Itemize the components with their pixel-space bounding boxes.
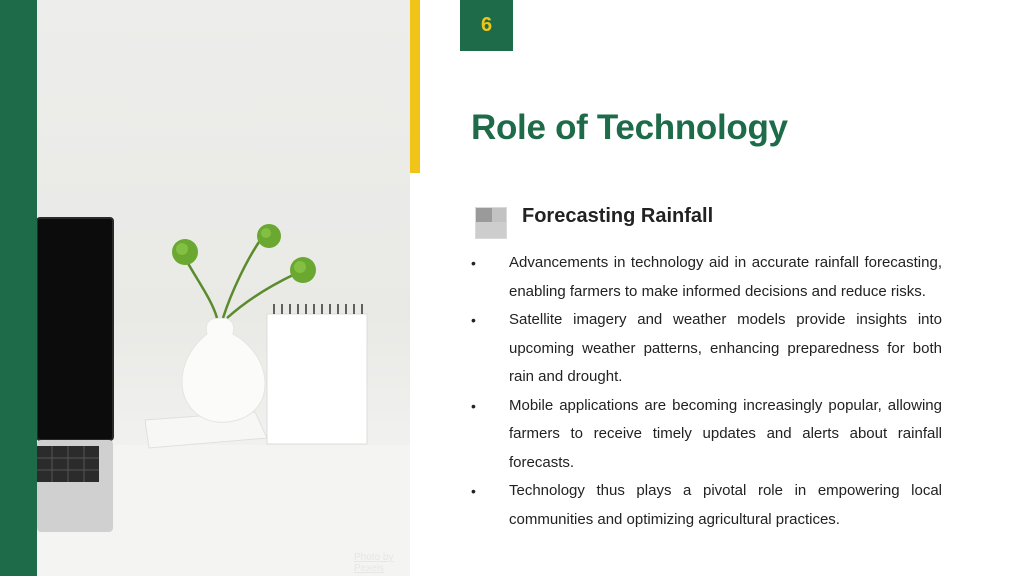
- bullet-text: Satellite imagery and weather models provide insights into upcoming weather patterns, enhancing preparedness for both rain and drought.: [509, 311, 942, 385]
- photo-credit-link[interactable]: Photo by Pexels: [354, 552, 394, 574]
- desk-photo: [37, 0, 410, 576]
- yellow-accent-bar: [410, 0, 420, 173]
- bullet-item: [471, 392, 942, 478]
- image-thumbnail-icon: [475, 207, 507, 239]
- bullet-text: Advancements in technology aid in accurate rainfall forecasting, enabling farmers to make informed decisions and reduce risks.: [509, 254, 942, 300]
- bullet-marker: •: [471, 483, 476, 499]
- bullet-item: [471, 477, 942, 534]
- section-heading: Forecasting Rainfall: [522, 205, 714, 227]
- desk-photo-illustration: [37, 0, 410, 576]
- bullet-marker: •: [471, 312, 476, 328]
- slide-number-badge: [460, 0, 513, 51]
- bullet-item: [471, 306, 942, 392]
- slide-number: 6: [480, 14, 493, 36]
- bullet-marker: •: [471, 255, 476, 271]
- left-accent-bar: [0, 0, 37, 576]
- slide-title: Role of Technology: [471, 108, 788, 147]
- bullet-text: Mobile applications are becoming increasingly popular, allowing farmers to receive timely updates and alerts about rainfall forecasts.: [509, 396, 942, 471]
- bullet-marker: •: [471, 397, 476, 414]
- bullet-item: [471, 249, 942, 306]
- bullet-text: Technology thus plays a pivotal role in empowering local communities and optimizing agricultural practices.: [509, 482, 942, 528]
- bullet-list: [471, 249, 942, 534]
